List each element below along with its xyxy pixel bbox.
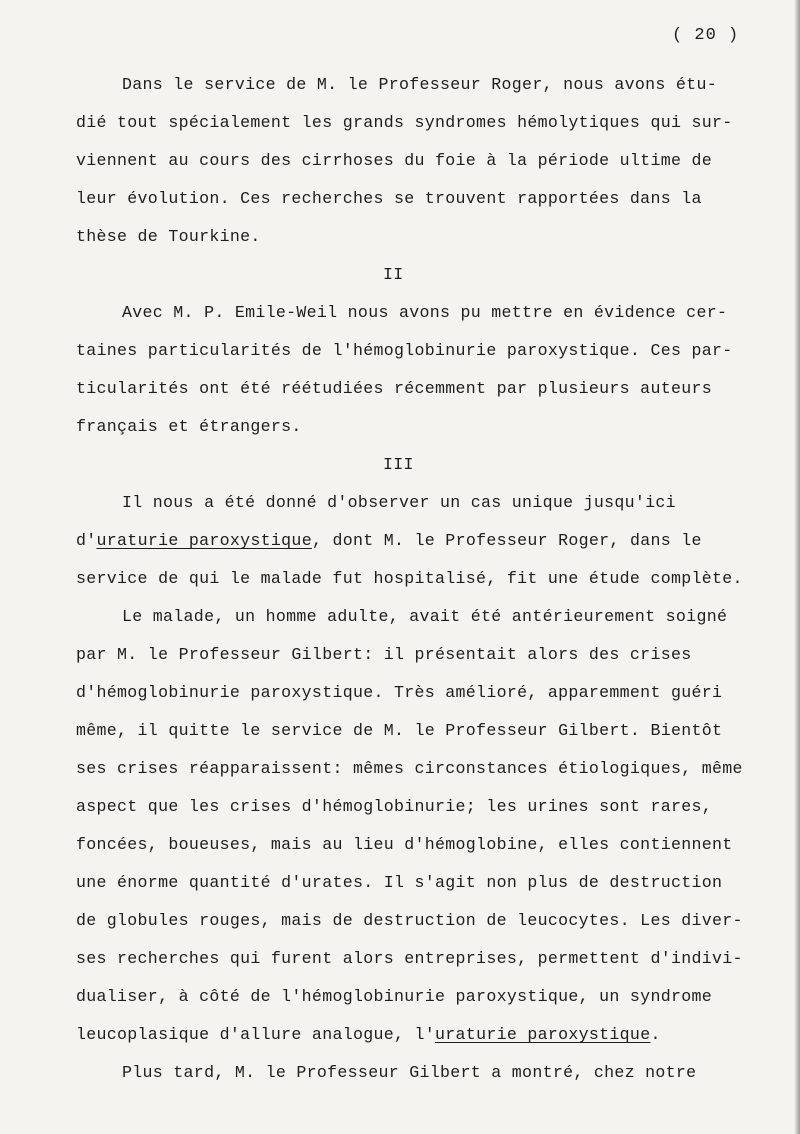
text-line: thèse de Tourkine. (76, 227, 261, 246)
text-line: ses crises réapparaissent: mêmes circonstances étiologiques, même (76, 759, 743, 778)
text-line: Avec M. P. Emile-Weil nous avons pu mettre en évidence cer- (122, 303, 728, 322)
section-heading-iii: III (383, 455, 414, 474)
text-line (76, 1025, 661, 1045)
text-line: Il nous a été donné d'observer un cas unique jusqu'ici (122, 493, 676, 512)
text-line: par M. le Professeur Gilbert: il présentait alors des crises (76, 645, 692, 664)
text-line: Le malade, un homme adulte, avait été antérieurement soigné (122, 607, 728, 626)
text-line: Plus tard, M. le Professeur Gilbert a montré, chez notre (122, 1063, 697, 1082)
text-line (76, 531, 702, 551)
page-edge-shadow (794, 0, 800, 1134)
text-line: foncées, boueuses, mais au lieu d'hémoglobine, elles contiennent (76, 835, 733, 854)
text-fragment: , dont M. le Professeur Roger, dans le (311, 531, 702, 550)
text-line: ses recherches qui furent alors entreprises, permettent d'indivi- (76, 949, 743, 968)
text-line: Dans le service de M. le Professeur Roger, nous avons étu- (122, 75, 717, 94)
text-fragment: d' (76, 531, 97, 550)
text-line: dié tout spécialement les grands syndromes hémolytiques qui sur- (76, 113, 733, 132)
text-line: dualiser, à côté de l'hémoglobinurie paroxystique, un syndrome (76, 987, 712, 1006)
text-line: d'hémoglobinurie paroxystique. Très amélioré, apparemment guéri (76, 683, 723, 702)
text-fragment: . (650, 1025, 661, 1044)
text-line: ticularités ont été réétudiées récemment par plusieurs auteurs (76, 379, 712, 398)
text-line: de globules rouges, mais de destruction de leucocytes. Les diver- (76, 911, 743, 930)
text-line: leur évolution. Ces recherches se trouvent rapportées dans la (76, 189, 702, 208)
text-line: service de qui le malade fut hospitalisé, fit une étude complète. (76, 569, 743, 588)
underlined-term: uraturie paroxystique (96, 531, 312, 550)
text-line: même, il quitte le service de M. le Professeur Gilbert. Bientôt (76, 721, 723, 740)
page-number: ( 20 ) (672, 26, 740, 45)
underlined-term: uraturie paroxystique (435, 1025, 651, 1044)
text-line: une énorme quantité d'urates. Il s'agit non plus de destruction (76, 873, 723, 892)
section-heading-ii: II (383, 265, 404, 284)
text-fragment: leucoplasique d'allure analogue, l' (76, 1025, 436, 1044)
text-line: aspect que les crises d'hémoglobinurie; les urines sont rares, (76, 797, 712, 816)
text-line: taines particularités de l'hémoglobinurie paroxystique. Ces par- (76, 341, 733, 360)
text-line: viennent au cours des cirrhoses du foie à la période ultime de (76, 151, 712, 170)
text-line: français et étrangers. (76, 417, 302, 436)
